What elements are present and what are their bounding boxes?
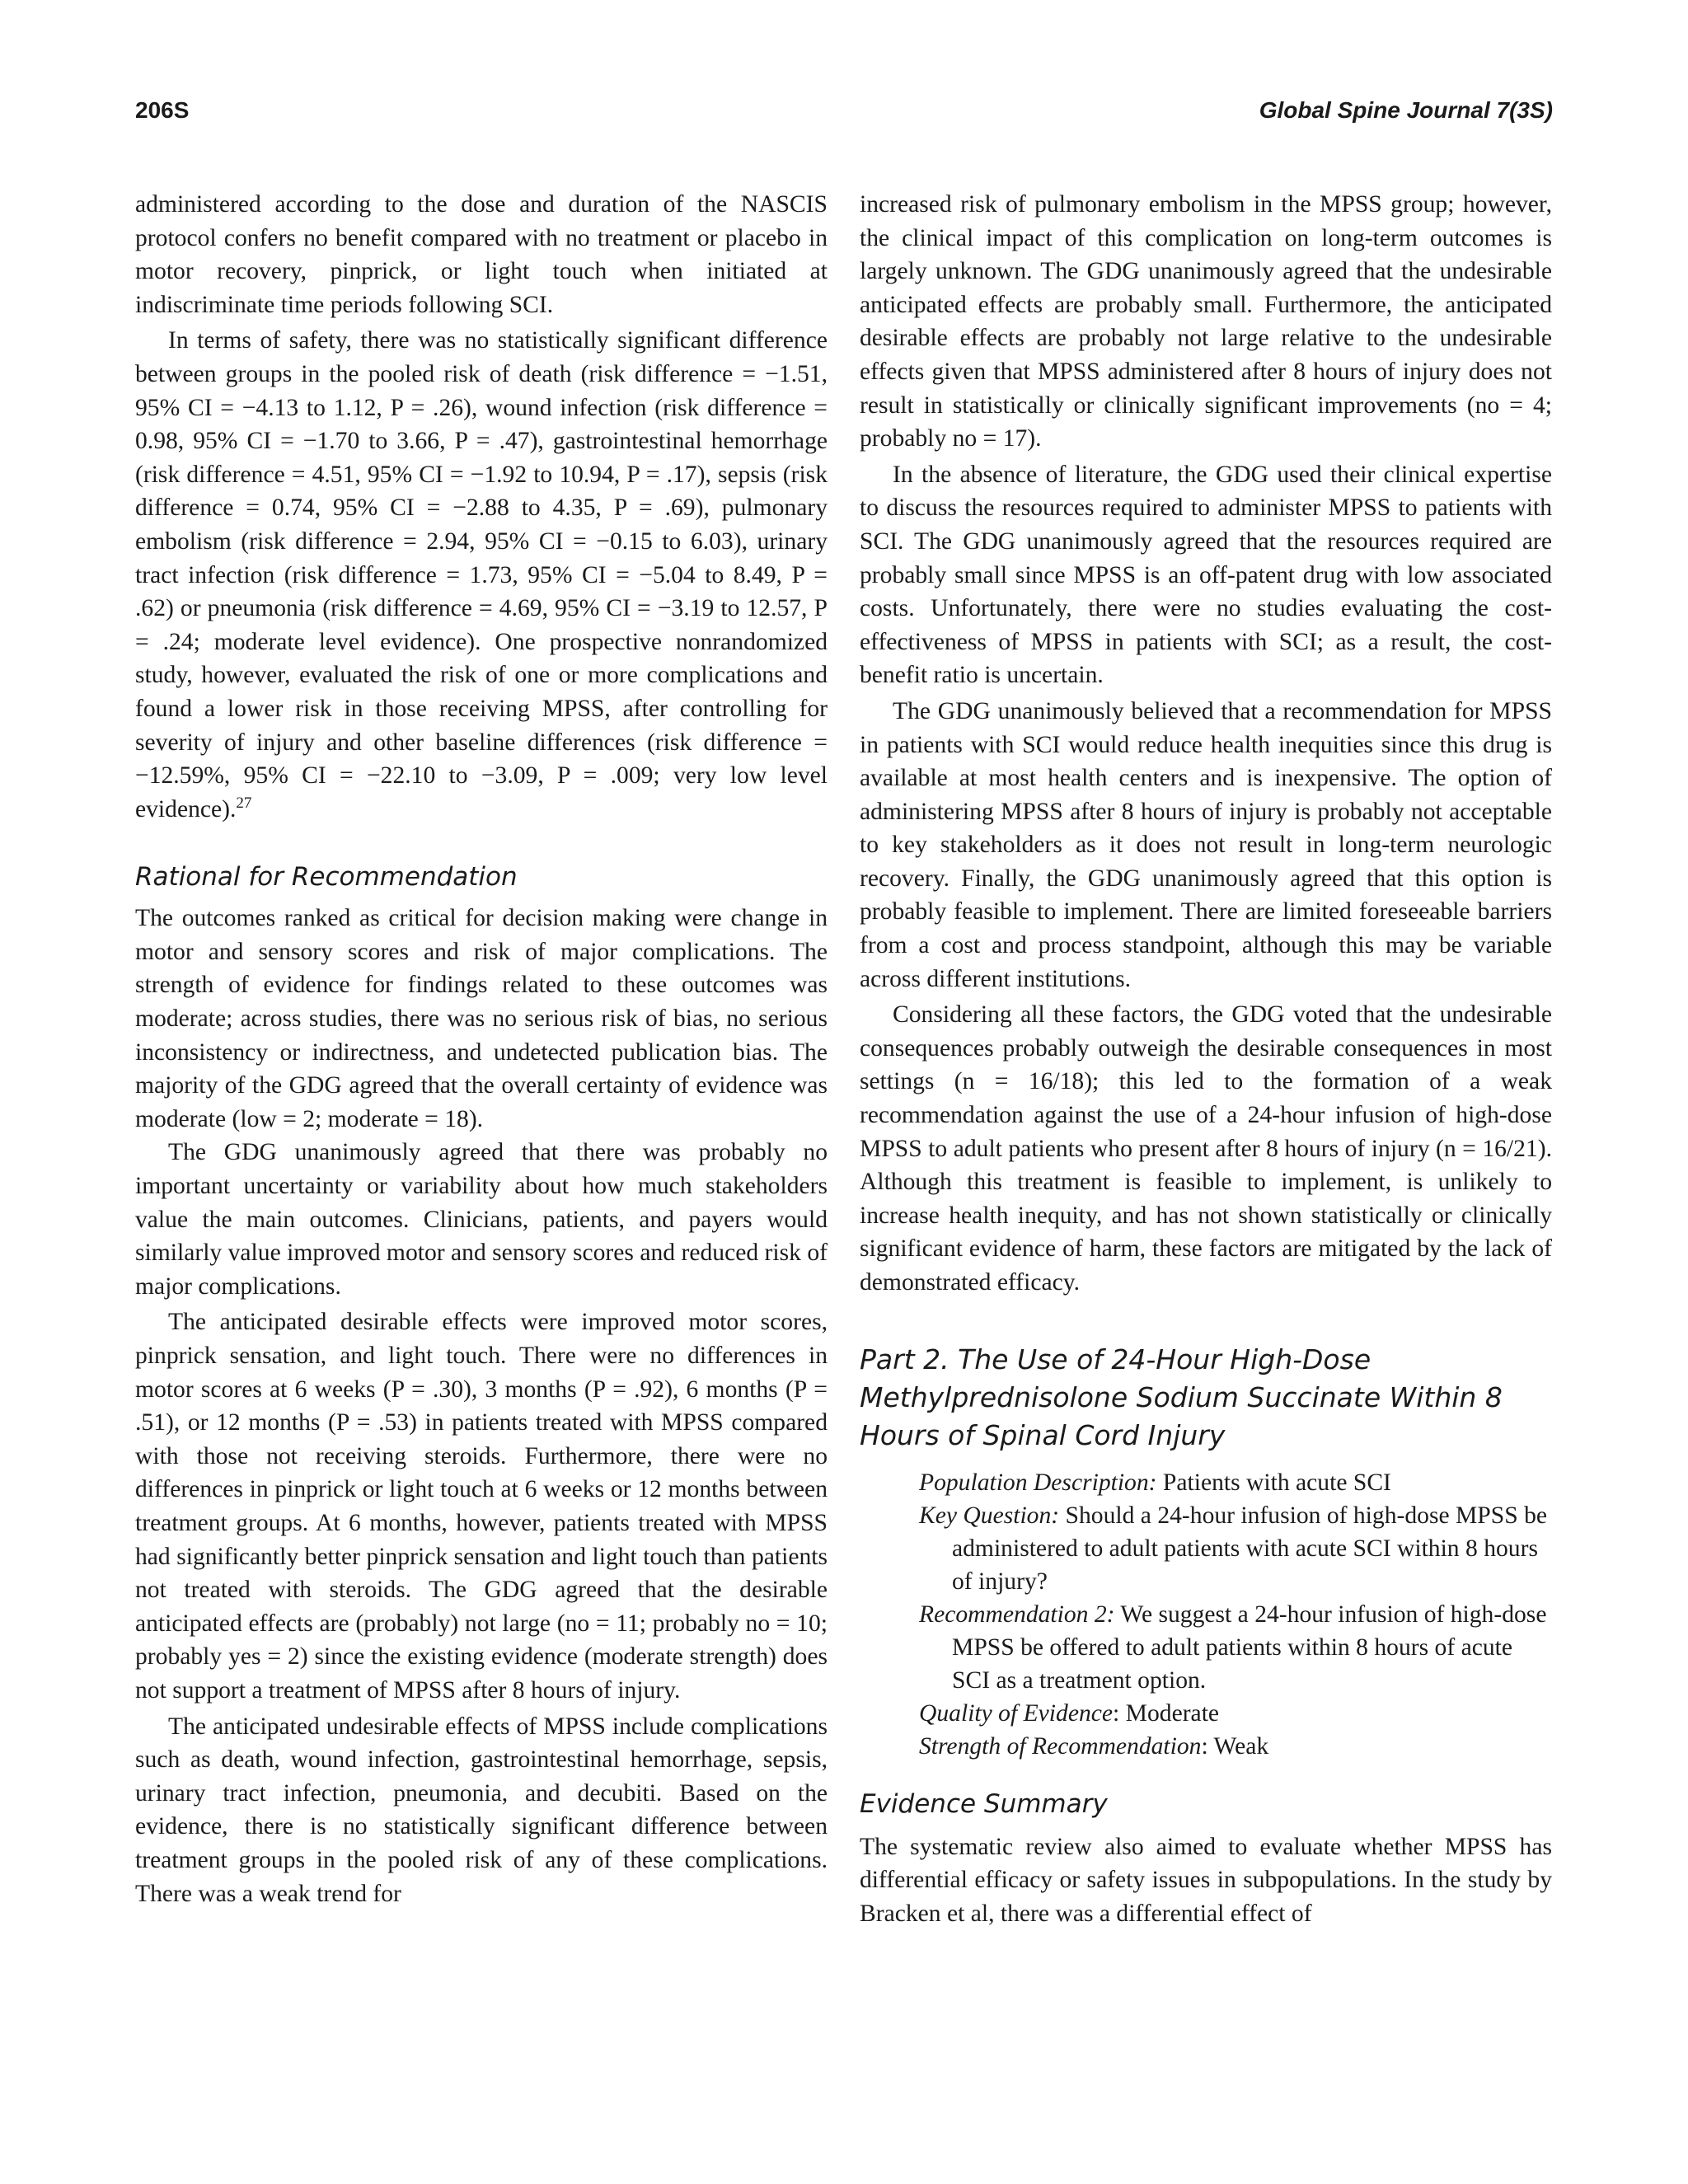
- paragraph: In the absence of literature, the GDG used their clinical expertise to discuss the resources required to administer MPSS to patients with SCI. The GDG unanimously agreed that the resources required are probably small since MPSS is an off-patent drug with low associated costs. Unfortunately, there were no studies evaluating the cost-effectiveness of MPSS in patients with SCI; as a result, the cost-benefit ratio is uncertain.: [860, 461, 1552, 689]
- part-heading: Part 2. The Use of 24-Hour High-Dose Methylprednisolone Sodium Succinate Within 8 Hours of Spinal Cord Injury: [860, 1343, 1503, 1451]
- section-heading: Evidence Summary: [860, 1788, 1108, 1819]
- strength-of-recommendation: Strength of Recommendation: Weak: [919, 1732, 1269, 1760]
- left-column: [135, 188, 828, 1910]
- key-question: [919, 1499, 1552, 1598]
- strength-value: Weak: [1213, 1732, 1269, 1760]
- paragraph: The anticipated desirable effects were improved motor scores, pinprick sensation, and light touch. There were no differences in motor scores at 6 weeks (P = .30), 3 months (P = .92), 6 months (P = .51), or 12 months (P = .53) in patients treated with MPSS compared with those not receiving steroids. Furthermore, there were no differences in pinprick or light touch at 6 weeks or 12 months between treatment groups. At 6 months, however, patients treated with MPSS had significantly better pinprick sensation and light touch than patients not treated with steroids. The GDG agreed that the desirable anticipated effects are (probably) not large (no = 11; probably no = 10; probably yes = 2) since the existing evidence (moderate strength) does not support a treatment of MPSS after 8 hours of injury.: [135, 1309, 828, 1704]
- population-description: [919, 1466, 1552, 1499]
- page-number: 206S: [135, 97, 190, 123]
- paragraph: Considering all these factors, the GDG voted that the undesirable consequences probably outweigh the desirable consequences in most settings (n = 16/18); this led to the formation of a weak recommendation against the use of a 24-hour infusion of high-dose MPSS to adult patients who present after 8 hours of injury (n = 16/21). Although this treatment is feasible to implement, is unlikely to increase health inequity, and has not shown statistically or clinically significant evidence of harm, these factors are mitigated by the lack of demonstrated efficacy.: [860, 1001, 1552, 1296]
- paragraph: administered according to the dose and duration of the NASCIS protocol confers no benefit compared with no treatment or placebo in motor recovery, pinprick, or light touch when initiated at indiscriminate time periods following SCI.: [135, 191, 828, 318]
- quality-value: Moderate: [1125, 1699, 1220, 1727]
- recommendation-text: We suggest a 24-hour infusion of high-dose MPSS be offered to adult patients within 8 hours of acute SCI as a treatment option.: [952, 1601, 1547, 1694]
- recommendation: [919, 1598, 1552, 1697]
- question-label: Key Question:: [919, 1502, 1060, 1529]
- paragraph-text: In terms of safety, there was no statistically significant difference between groups in the pooled risk of death (risk difference = −1.51, 95% CI = −4.13 to 1.12, P = .26), wound infection (risk difference = 0.98, 95% CI = −1.70 to 3.66, P = .47), gastrointestinal hemorrhage (risk difference = 4.51, 95% CI = −1.92 to 10.94, P = .17), sepsis (risk difference = 0.74, 95% CI = −2.88 to 4.35, P = .69), pulmonary embolism (risk difference = 2.94, 95% CI = −0.15 to 6.03), urinary tract infection (risk difference = 1.73, 95% CI = −5.04 to 8.49, P = .62) or pneumonia (risk difference = 4.69, 95% CI = −3.19 to 12.57, P = .24; moderate level evidence). One prospective nonrandomized study, however, evaluated the risk of one or more complications and found a lower risk in those receiving MPSS, after controlling for severity of injury and other baseline differences (risk difference = −12.59%, 95% CI = −22.10 to −3.09, P = .009; very low level evidence).: [135, 327, 828, 823]
- paragraph: The anticipated undesirable effects of MPSS include complications such as death, wound infection, gastrointestinal hemorrhage, sepsis, urinary tract infection, pneumonia, and decubiti. Based on the evidence, there is no statistically significant difference between treatment groups in the pooled risk of any of these complications. There was a weak trend for: [135, 1713, 828, 1907]
- recommendation-label: Recommendation 2:: [919, 1601, 1115, 1628]
- recommendation-block: [919, 1466, 1552, 1763]
- population-text: Patients with acute SCI: [1162, 1469, 1391, 1496]
- population-label: Population Description:: [919, 1469, 1157, 1496]
- right-column: [860, 188, 1552, 1930]
- running-header: [135, 97, 1553, 138]
- question-text: Should a 24-hour infusion of high-dose MPSS be administered to adult patients with acute SCI within 8 hours of injury?: [952, 1502, 1548, 1595]
- reference-superscript: 27: [236, 794, 252, 812]
- journal-citation: Global Spine Journal 7(3S): [1259, 97, 1553, 123]
- paragraph: increased risk of pulmonary embolism in the MPSS group; however, the clinical impact of this complication on long-term outcomes is largely unknown. The GDG unanimously agreed that the undesirable anticipated effects are probably small. Furthermore, the anticipated desirable effects are probably not large relative to the undesirable effects given that MPSS administered after 8 hours of injury does not result in statistically or clinically significant improvements (no = 4; probably no = 17).: [860, 191, 1552, 452]
- paragraph: [135, 324, 828, 826]
- strength-label: Strength of Recommendation: [919, 1732, 1202, 1760]
- quality-label: Quality of Evidence: [919, 1699, 1114, 1727]
- paragraph: The outcomes ranked as critical for decision making were change in motor and sensory scores and risk of major complications. The strength of evidence for findings related to these outcomes was moderate; across studies, there was no serious risk of bias, no serious inconsistency or indirectness, and undetected publication bias. The majority of the GDG agreed that the overall certainty of evidence was moderate (low = 2; moderate = 18).: [135, 905, 828, 1132]
- section-heading: Rational for Recommendation: [135, 862, 518, 893]
- paragraph: The systematic review also aimed to evaluate whether MPSS has differential efficacy or safety issues in subpopulations. In the study by Bracken et al, there was a differential effect of: [860, 1833, 1552, 1927]
- paragraph: The GDG unanimously agreed that there was probably no important uncertainty or variability about how much stakeholders value the main outcomes. Clinicians, patients, and payers would similarly value improved motor and sensory scores and reduced risk of major complications.: [135, 1139, 828, 1300]
- paragraph: The GDG unanimously believed that a recommendation for MPSS in patients with SCI would reduce health inequities since this drug is available at most health centers and is inexpensive. The option of administering MPSS after 8 hours of injury is probably not acceptable to key stakeholders as it does not result in long-term neurologic recovery. Finally, the GDG unanimously agreed that this option is probably feasible to implement. There are limited foreseeable barriers from a cost and process standpoint, although this may be variable across different institutions.: [860, 697, 1552, 992]
- quality-of-evidence: Quality of Evidence: Moderate: [919, 1699, 1220, 1727]
